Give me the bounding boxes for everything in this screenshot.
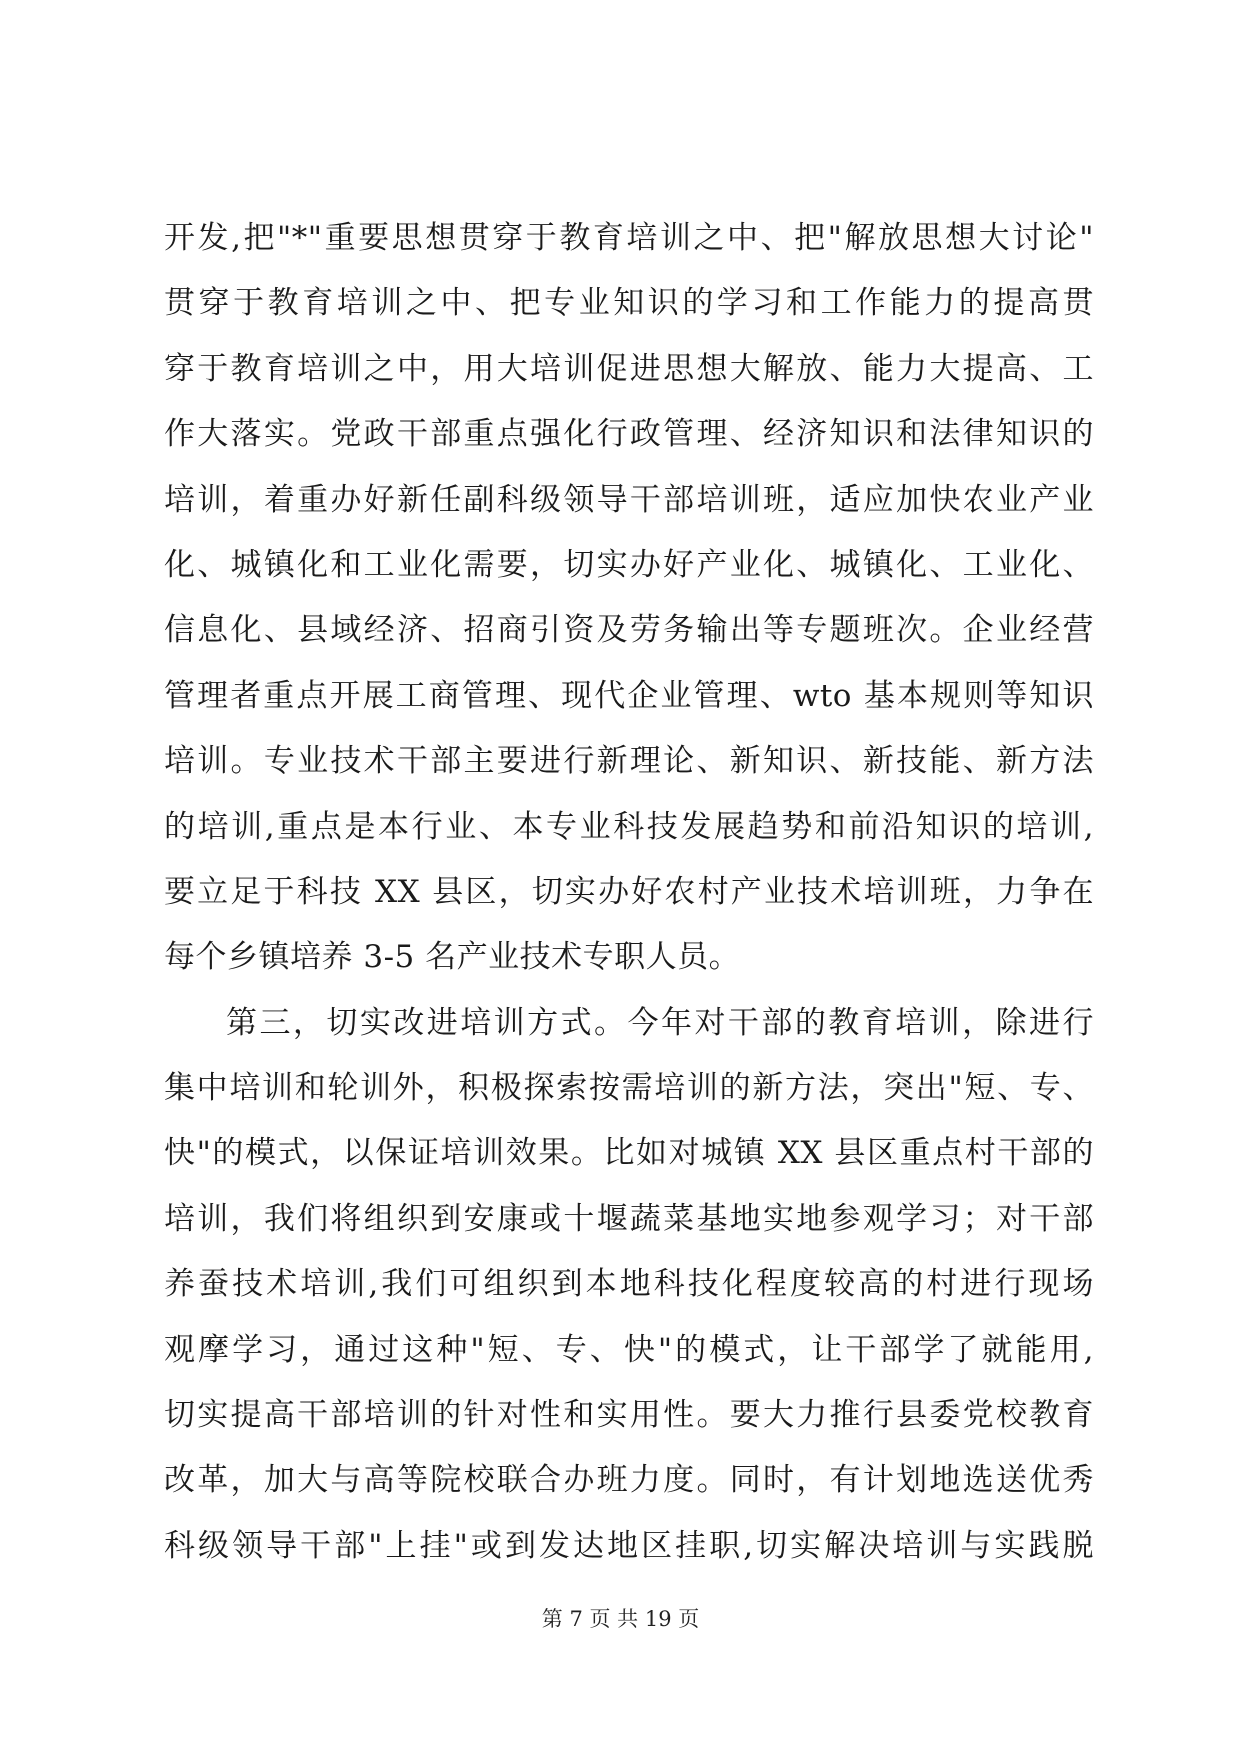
text-line: 管理者重点开展工商管理、现代企业管理、wto 基本规则等知识 xyxy=(164,677,1094,714)
paragraph-first-line: 第三，切实改进培训方式。今年对干部的教育培训，除进行 xyxy=(226,1004,1094,1041)
text-line: 开发,把"*"重要思想贯穿于教育培训之中、把"解放思想大讨论" xyxy=(164,220,1094,256)
text-line: 集中培训和轮训外，积极探索按需培训的新方法，突出"短、专、 xyxy=(164,1070,1094,1107)
page-number: 第 7 页 共 19 页 xyxy=(541,1607,700,1631)
text-line: 穿于教育培训之中，用大培训促进思想大解放、能力大提高、工 xyxy=(164,350,1094,387)
page-footer xyxy=(0,1604,1241,1634)
text-line: 要立足于科技 XX 县区，切实办好农村产业技术培训班，力争在 xyxy=(164,873,1094,910)
document-body xyxy=(164,206,1094,1579)
text-line: 快"的模式，以保证培训效果。比如对城镇 XX 县区重点村干部的 xyxy=(164,1135,1094,1172)
text-line: 观摩学习，通过这种"短、专、快"的模式，让干部学了就能用, xyxy=(164,1331,1094,1368)
paragraph-end-line: 每个乡镇培养 3-5 名产业技术专职人员。 xyxy=(164,939,741,976)
text-line: 作大落实。党政干部重点强化行政管理、经济知识和法律知识的 xyxy=(164,416,1094,453)
text-line: 化、城镇化和工业化需要，切实办好产业化、城镇化、工业化、 xyxy=(164,546,1094,583)
text-line: 培训，着重办好新任副科级领导干部培训班，适应加快农业产业 xyxy=(164,481,1094,518)
text-line: 培训，我们将组织到安康或十堰蔬菜基地实地参观学习；对干部 xyxy=(164,1200,1094,1237)
text-line: 切实提高干部培训的针对性和实用性。要大力推行县委党校教育 xyxy=(164,1397,1094,1434)
text-line: 改革，加大与高等院校联合办班力度。同时，有计划地选送优秀 xyxy=(164,1462,1094,1499)
text-line: 信息化、县域经济、招商引资及劳务输出等专题班次。企业经营 xyxy=(164,612,1094,649)
text-line: 的培训,重点是本行业、本专业科技发展趋势和前沿知识的培训, xyxy=(164,808,1094,845)
text-line: 培训。专业技术干部主要进行新理论、新知识、新技能、新方法 xyxy=(164,743,1094,780)
text-line: 科级领导干部"上挂"或到发达地区挂职,切实解决培训与实践脱 xyxy=(164,1527,1094,1564)
text-line: 贯穿于教育培训之中、把专业知识的学习和工作能力的提高贯 xyxy=(164,285,1094,322)
text-line: 养蚕技术培训,我们可组织到本地科技化程度较高的村进行现场 xyxy=(164,1266,1094,1303)
